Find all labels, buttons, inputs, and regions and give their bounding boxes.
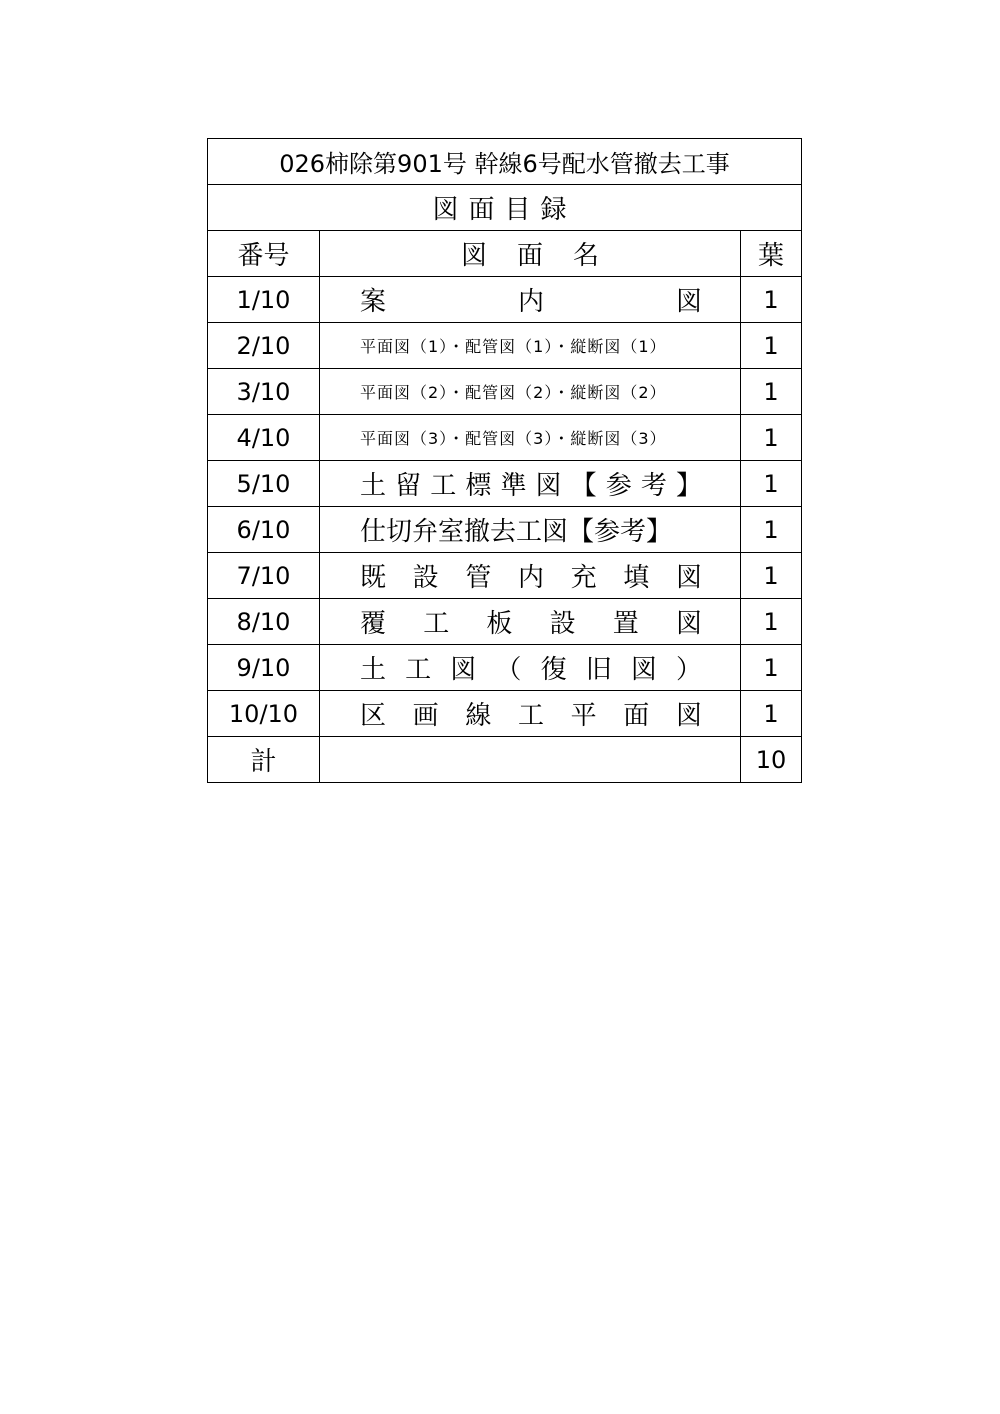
total-label: 計 [208,737,320,783]
row-sheets: 1 [741,553,802,599]
table-row [208,277,802,323]
row-drawing-name [320,415,741,461]
project-title: 026柿除第901号 幹線6号配水管撤去工事 [208,139,802,185]
project-title-row [208,139,802,185]
row-number: 5/10 [208,461,320,507]
row-sheets: 1 [741,277,802,323]
header-number: 番号 [208,231,320,277]
row-drawing-name [320,507,741,553]
drawing-rows [208,277,802,737]
header-sheets: 葉 [741,231,802,277]
row-sheets: 1 [741,461,802,507]
drawing-name-text: 案 内 図 [360,287,702,317]
table-row [208,323,802,369]
drawing-name-text: 覆 工 板 設 置 図 [360,609,702,639]
row-sheets: 1 [741,369,802,415]
row-drawing-name [320,461,741,507]
row-drawing-name [320,553,741,599]
table-row [208,691,802,737]
drawing-name-text: 既 設 管 内 充 填 図 [360,563,702,593]
total-sheets: 10 [741,737,802,783]
row-number: 1/10 [208,277,320,323]
drawing-name-text: 平面図（1）・配管図（1）・縦断図（1） [360,337,667,356]
row-sheets: 1 [741,415,802,461]
row-number: 8/10 [208,599,320,645]
row-number: 2/10 [208,323,320,369]
table-row [208,369,802,415]
index-title-row [208,185,802,231]
row-drawing-name [320,369,741,415]
row-drawing-name [320,277,741,323]
row-drawing-name [320,645,741,691]
header-row [208,231,802,277]
row-sheets: 1 [741,599,802,645]
row-sheets: 1 [741,691,802,737]
header-drawing-name: 図面名 [320,231,741,277]
row-sheets: 1 [741,645,802,691]
drawing-name-text: 平面図（2）・配管図（2）・縦断図（2） [360,383,667,402]
index-title: 図面目録 [208,185,802,231]
total-name [320,737,741,783]
table-row [208,553,802,599]
row-drawing-name [320,323,741,369]
drawing-name-text: 区 画 線 工 平 面 図 [360,701,702,731]
row-drawing-name [320,599,741,645]
row-number: 3/10 [208,369,320,415]
row-sheets: 1 [741,507,802,553]
table-row [208,507,802,553]
drawing-name-text: 土 留 工 標 準 図 【 参 考 】 [360,471,702,501]
drawing-name-text: 仕切弁室撤去工図【参考】 [360,517,673,547]
row-number: 7/10 [208,553,320,599]
table-row [208,415,802,461]
drawing-index-table [207,138,802,783]
table-row [208,599,802,645]
table-row [208,645,802,691]
table-row [208,461,802,507]
row-number: 10/10 [208,691,320,737]
drawing-name-text: 土 工 図 （ 復 旧 図 ） [360,655,702,685]
total-row [208,737,802,783]
row-number: 4/10 [208,415,320,461]
drawing-name-text: 平面図（3）・配管図（3）・縦断図（3） [360,429,667,448]
row-drawing-name [320,691,741,737]
row-number: 6/10 [208,507,320,553]
row-number: 9/10 [208,645,320,691]
row-sheets: 1 [741,323,802,369]
